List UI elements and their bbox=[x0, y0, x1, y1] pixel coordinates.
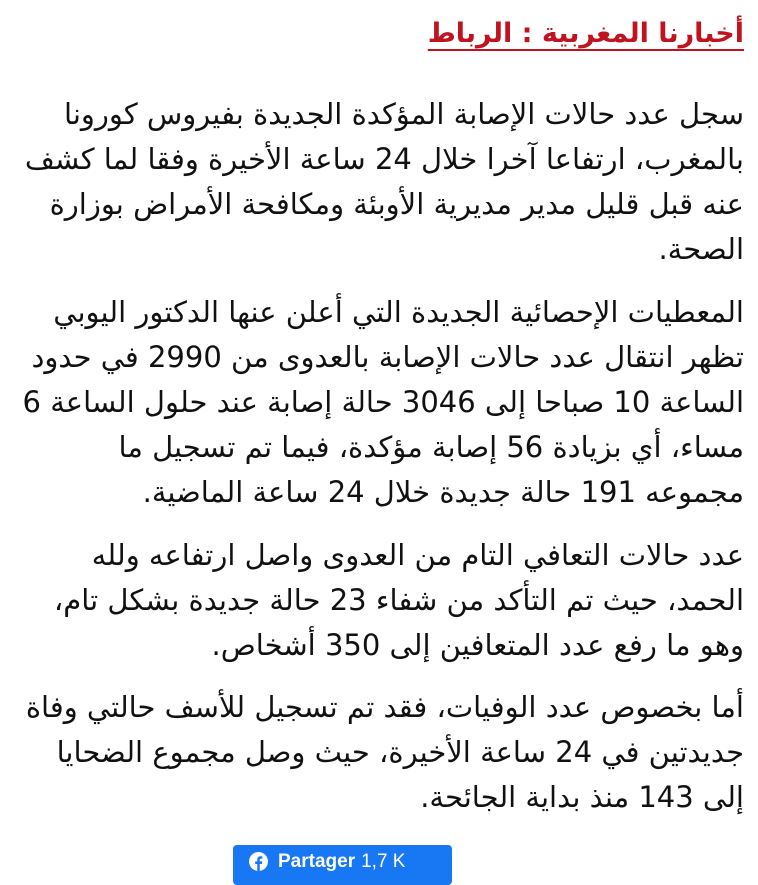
article-paragraph-4: أما بخصوص عدد الوفيات، فقد تم تسجيل للأسف حالتي وفاة جديدتين في 24 ساعة الأخيرة، حيث وصل مجموع الضحايا إلى 143 منذ بداية الجائحة. bbox=[25, 690, 744, 814]
article-heading: أخبارنا المغربية : الرباط bbox=[427, 18, 744, 49]
facebook-icon bbox=[249, 852, 268, 871]
article-paragraph-3: عدد حالات التعافي التام من العدوى واصل ارتفاعه ولله الحمد، حيث تم التأكد من شفاء 23 حالة جديدة بشكل تام، وهو ما رفع عدد المتعافين إلى 350 أشخاص. bbox=[53, 538, 744, 662]
article-paragraph-1: سجل عدد حالات الإصابة المؤكدة الجديدة بفيروس كورونا بالمغرب، ارتفاعا آخرا خلال 24 ساعة الأخيرة وفقا لما كشف عنه قبل قليل مدير مديرية الأوبئة ومكافحة الأمراض بوزارة الصحة. bbox=[24, 97, 744, 266]
article-paragraph-2: المعطيات الإحصائية الجديدة التي أعلن عنها الدكتور اليوبي تظهر انتقال عدد حالات الإصابة بالعدوى من 2990 في حدود الساعة 10 صباحا إلى 3046 حالة إصابة عند حلول الساعة 6 مساء، أي بزيادة 56 إصابة مؤكدة، فيما تم تسجيل ما مجموعه 191 حالة جديدة خلال 24 ساعة الماضية. bbox=[22, 295, 744, 509]
share-count: 1,7 K bbox=[361, 851, 406, 872]
share-label: Partager bbox=[278, 851, 356, 872]
facebook-share-button[interactable] bbox=[233, 845, 452, 885]
